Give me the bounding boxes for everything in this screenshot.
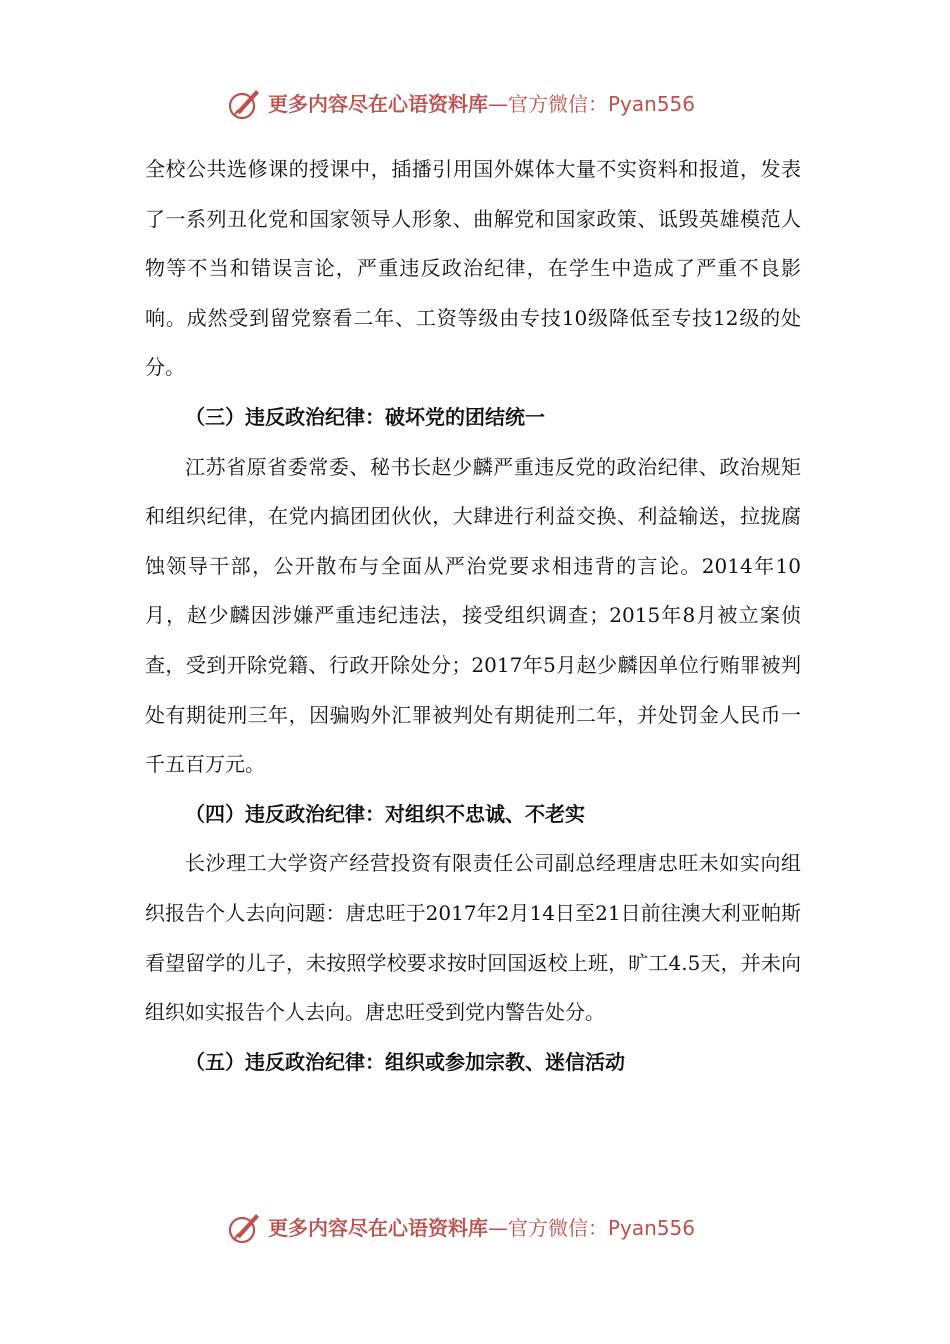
footer-banner	[0, 1208, 950, 1248]
quill-logo-icon	[226, 86, 262, 122]
wechat-label: 官方微信：	[508, 1216, 608, 1240]
paragraph-2: 江苏省原省委常委、秘书长赵少麟严重违反党的政治纪律、政治规矩和组织纪律，在党内搞团团伙伙，大肆进行利益交换、利益输送，拉拢腐蚀领导干部，公开散布与全面从严治党要求相违背的言论。2014年10月，赵少麟因涉嫌严重违纪违法，接受组织调查；2015年8月被立案侦查，受到开除党籍、行政开除处分；2017年5月赵少麟因单位行贿罪被判处有期徒刑三年，因骗购外汇罪被判处有期徒刑二年，并处罚金人民币一千五百万元。	[145, 454, 801, 777]
section-heading-4: （四）违反政治纪律：对组织不忠诚、不老实	[185, 801, 585, 826]
section-heading-3: （三）违反政治纪律：破坏党的团结统一	[185, 404, 545, 429]
wechat-id: Pyan556	[608, 1216, 696, 1240]
section-heading-5: （五）违反政治纪律：组织或参加宗教、迷信活动	[185, 1049, 625, 1074]
wechat-label: 官方微信：	[508, 92, 608, 116]
site-name: 更多内容尽在心语资料库	[268, 92, 488, 116]
paragraph-1: 全校公共选修课的授课中，插播引用国外媒体大量不实资料和报道，发表了一系列丑化党和国家领导人形象、曲解党和国家政策、诋毁英雄模范人物等不当和错误言论，严重违反政治纪律，在学生中造成了严重不良影响。成然受到留党察看二年、工资等级由专技10级降低至专技12级的处分。	[145, 157, 801, 380]
banner-dash: —	[488, 92, 508, 116]
site-name: 更多内容尽在心语资料库	[268, 1216, 488, 1240]
banner-dash: —	[488, 1216, 508, 1240]
wechat-id: Pyan556	[608, 92, 696, 116]
paragraph-3: 长沙理工大学资产经营投资有限责任公司副总经理唐忠旺未如实向组织报告个人去向问题：唐忠旺于2017年2月14日至21日前往澳大利亚帕斯看望留学的儿子，未按照学校要求按时回国返校上班，旷工4.5天，并未向组织如实报告个人去向。唐忠旺受到党内警告处分。	[145, 851, 801, 1025]
document-body	[145, 145, 801, 1087]
header-banner-text	[268, 90, 695, 118]
header-banner	[0, 84, 950, 124]
quill-logo-icon	[226, 1210, 262, 1246]
footer-banner-text	[268, 1214, 695, 1242]
